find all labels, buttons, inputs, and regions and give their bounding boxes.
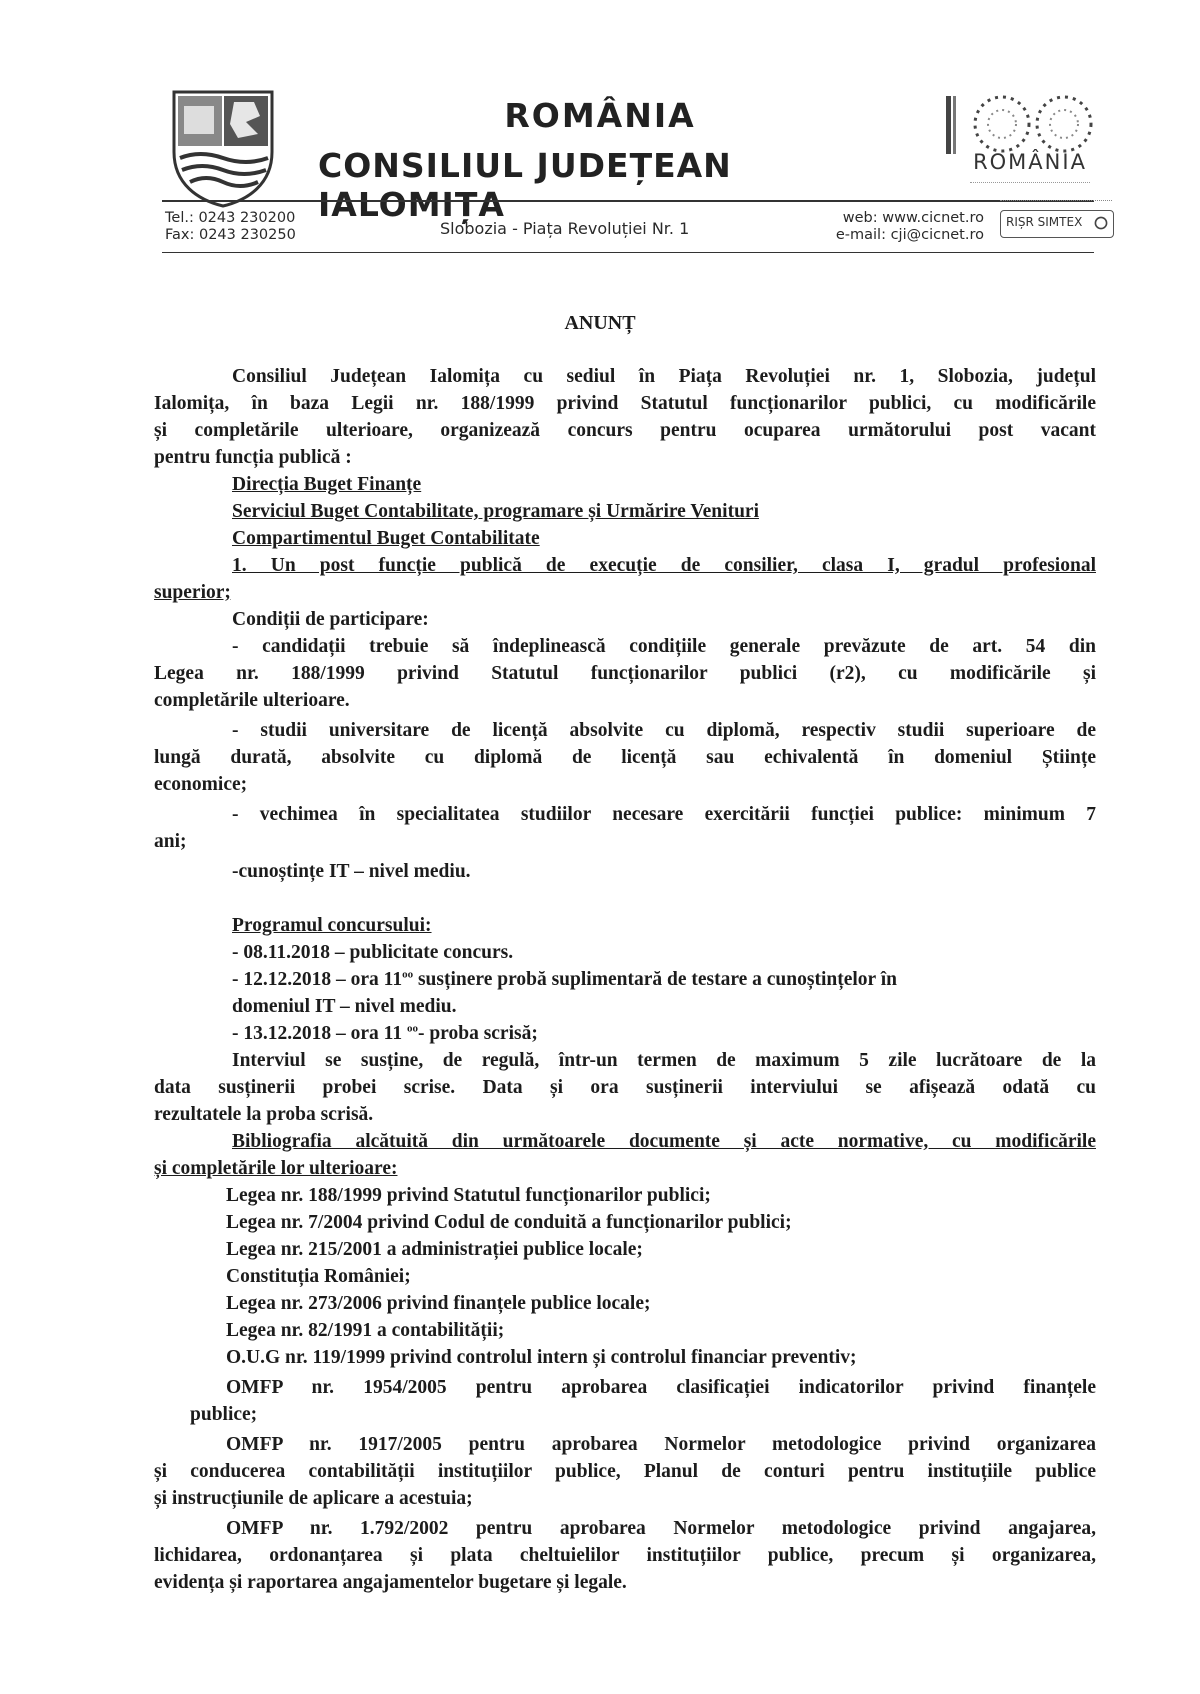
conditions-label: Condiții de participare:: [232, 609, 429, 630]
program-item-text: - 12.12.2018 – ora 11: [232, 969, 403, 990]
post-description: 1. Un post funcție publică de execuție de consilier, clasa I, gradul profesional: [232, 555, 1096, 576]
document-title: ANUNȚ: [564, 312, 636, 334]
centenary-label: ROMÂNIA: [973, 150, 1087, 174]
condition-line: ani;: [154, 831, 187, 852]
program-item-text: susținere probă suplimentară de testare a cunoștințelor în: [413, 969, 897, 990]
program-item: [232, 1021, 538, 1047]
bibliography-item: publice;: [190, 1404, 258, 1425]
intro-line: pentru funcția publică :: [154, 447, 352, 468]
bibliography-item: Legea nr. 273/2006 privind finanțele publice locale;: [226, 1293, 651, 1314]
letterhead-institution: CONSILIUL JUDEȚEAN IALOMIȚA: [318, 146, 732, 224]
bibliography-item: OMFP nr. 1917/2005 pentru aprobarea Normelor metodologice privind organizarea: [226, 1434, 1096, 1455]
intro-line: Consiliul Județean Ialomița cu sediul în Piața Revoluției nr. 1, Slobozia, județul: [232, 366, 1096, 387]
post-description: superior;: [154, 582, 231, 603]
contact-address: Slobozia - Piața Revoluției Nr. 1: [440, 219, 690, 238]
bibliography-item: OMFP nr. 1954/2005 pentru aprobarea clasificației indicatorilor privind finanțele: [226, 1377, 1096, 1398]
program-item-text: - proba scrisă;: [417, 1023, 538, 1044]
department-service: Serviciul Buget Contabilitate, programare și Urmărire Venituri: [232, 501, 759, 522]
program-item-hour-superscript: oo: [402, 968, 414, 981]
bibliography-item: O.U.G nr. 119/1999 privind controlul intern și controlul financiar preventiv;: [226, 1347, 857, 1368]
program-item: - 08.11.2018 – publicitate concurs.: [232, 942, 514, 963]
program-label: Programul concursului:: [232, 915, 432, 936]
bibliography-item: evidența și raportarea angajamentelor bugetare și legale.: [154, 1572, 627, 1593]
intro-line: Ialomița, în baza Legii nr. 188/1999 privind Statutul funcționarilor publici, cu modificările: [154, 393, 1096, 414]
bibliography-title: Bibliografia alcătuită din următoarele documente și acte normative, cu modificările: [232, 1131, 1096, 1152]
bibliography-title: și completările lor ulterioare:: [154, 1158, 398, 1179]
contact-fax: Fax: 0243 230250: [165, 227, 296, 243]
interview-line: Interviul se susține, de regulă, într-un termen de maximum 5 zile lucrătoare de la: [232, 1050, 1096, 1071]
condition-line: - studii universitare de licență absolvite cu diplomă, respectiv studii superioare de: [232, 720, 1096, 741]
condition-line: - candidații trebuie să îndeplinească condițiile generale prevăzute de art. 54 din: [232, 636, 1096, 657]
intro-line: și completările ulterioare, organizează concurs pentru ocuparea următorului post vacant: [154, 420, 1096, 441]
bibliography-item: Legea nr. 188/1999 privind Statutul funcționarilor publici;: [226, 1185, 711, 1206]
bibliography-item: și instrucțiunile de aplicare a acestuia;: [154, 1488, 473, 1509]
program-item: domeniul IT – nivel mediu.: [232, 996, 457, 1017]
cert-label: RIȘR SIMTEX: [1006, 215, 1083, 229]
condition-line: - vechimea în specialitatea studiilor necesare exercitării funcției publice: minimum 7: [232, 804, 1096, 825]
interview-line: rezultatele la proba scrisă.: [154, 1104, 374, 1125]
program-item-hour-superscript: oo: [406, 1022, 418, 1035]
bibliography-item: Legea nr. 215/2001 a administrației publice locale;: [226, 1239, 643, 1260]
department-direction: Direcția Buget Finanțe: [232, 474, 422, 495]
condition-line: -cunoștințe IT – nivel mediu.: [232, 861, 471, 882]
contact-email: e-mail: cji@cicnet.ro: [835, 227, 984, 243]
interview-line: data susținerii probei scrise. Data și ora susținerii interviului se afișează odată cu: [154, 1077, 1096, 1098]
condition-line: Legea nr. 188/1999 privind Statutul funcționarilor publici (r2), cu modificările și: [154, 663, 1096, 684]
condition-line: economice;: [154, 774, 248, 795]
bibliography-item: lichidarea, ordonanțarea și plata cheltuielilor instituțiilor publice, precum și organizarea,: [154, 1545, 1096, 1566]
contact-tel: Tel.: 0243 230200: [165, 210, 296, 226]
contact-web: web: www.cicnet.ro: [842, 210, 984, 226]
bibliography-item: Legea nr. 82/1991 a contabilității;: [226, 1320, 505, 1341]
condition-line: completările ulterioare.: [154, 690, 350, 711]
program-item-text: - 13.12.2018 – ora 11: [232, 1023, 407, 1044]
bibliography-item: și conducerea contabilității instituțiilor publice, Planul de conturi pentru instituțiile publice: [154, 1461, 1096, 1482]
letterhead-country: ROMÂNIA: [504, 96, 696, 135]
program-item: [232, 967, 897, 993]
condition-line: lungă durată, absolvite cu diplomă de licență sau echivalentă în domeniul Științe: [154, 747, 1096, 768]
bibliography-item: Constituția României;: [226, 1266, 411, 1287]
bibliography-item: OMFP nr. 1.792/2002 pentru aprobarea Normelor metodologice privind angajarea,: [226, 1518, 1096, 1539]
department-compartment: Compartimentul Buget Contabilitate: [232, 528, 540, 549]
bibliography-item: Legea nr. 7/2004 privind Codul de conduită a funcționarilor publici;: [226, 1212, 792, 1233]
